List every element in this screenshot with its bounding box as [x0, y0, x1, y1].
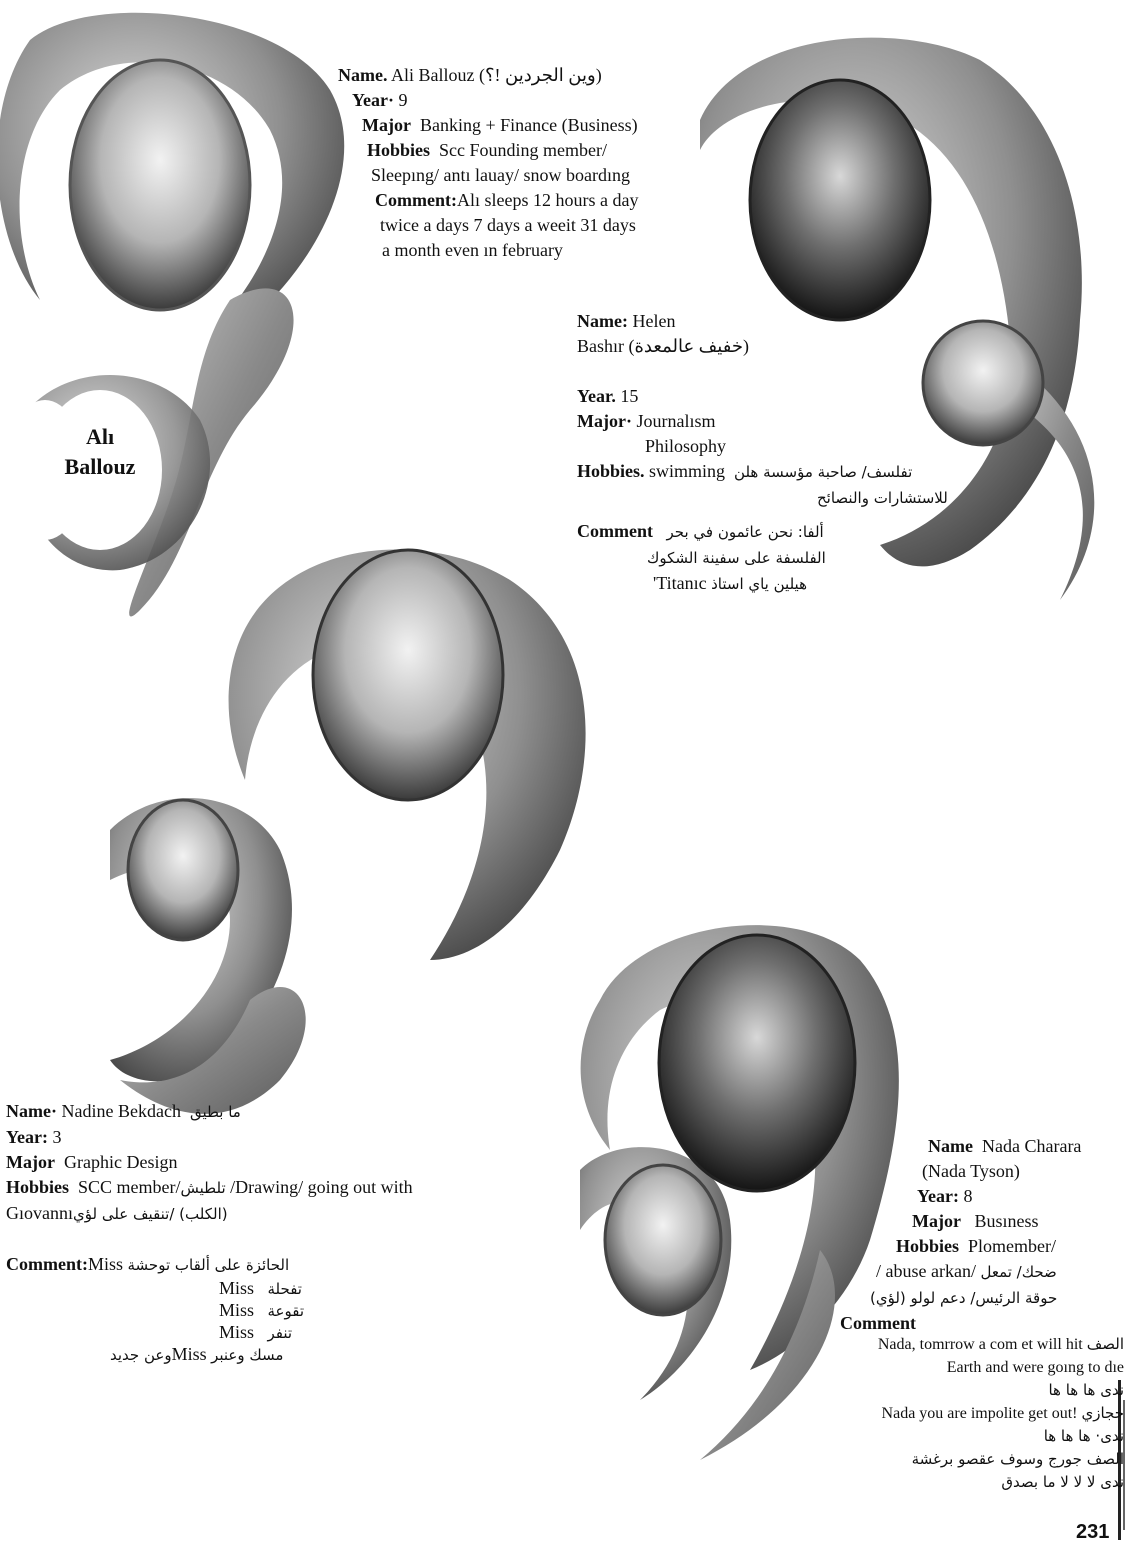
nadine-profile — [6, 1099, 413, 1366]
nadine-comment-miss-3: Miss — [219, 1300, 255, 1320]
nada-comment-arabic-1: الصف — [1086, 1335, 1124, 1353]
nada-hobbies-row3 — [826, 1285, 1126, 1311]
nadine-comment-arabic-2: تفحلة — [267, 1280, 302, 1298]
ali-label-last: Ballouz — [64, 454, 136, 479]
nadine-hobbies-row — [6, 1175, 413, 1201]
helen-year-row — [577, 384, 948, 409]
ali-hobbies-line2: Sleepıng/ antı lauay/ snow boardıng — [371, 165, 630, 185]
helen-comment-row3 — [577, 571, 948, 597]
nada-comment-row3 — [826, 1379, 1124, 1402]
nadine-comment-miss-1: Miss — [87, 1254, 123, 1274]
helen-major-row — [577, 409, 948, 434]
helen-profile — [577, 309, 948, 597]
nadine-name-arabic: ما بطيق — [189, 1103, 241, 1121]
ali-major-value: Banking + Finance (Business) — [419, 115, 638, 135]
helen-hobbies-value: swimming — [649, 461, 726, 481]
ali-year-value: 9 — [398, 90, 408, 110]
ali-hobbies-row — [338, 138, 638, 163]
helen-name-line1: Helen — [632, 311, 676, 331]
nadine-comment-arabic-5b: مسك وعنبر — [211, 1346, 284, 1364]
helen-comment-arabic-row2 — [577, 545, 948, 571]
helen-hobbies-arabic-2: للاستشارات والنصائح — [817, 489, 948, 507]
nadine-major-value: Graphic Design — [63, 1152, 178, 1172]
nada-comment-arabic-3: ندى ها ها ها — [1048, 1381, 1124, 1399]
helen-name-label: Name: — [577, 311, 628, 331]
nada-comment-arabic-4: حجازي — [1081, 1404, 1124, 1422]
nadine-hobbies-row2 — [6, 1201, 413, 1227]
helen-portrait-photo — [750, 80, 930, 320]
nada-comment-row5 — [826, 1425, 1124, 1448]
nadine-year-label: Year: — [6, 1127, 48, 1147]
nada-comment-arabic-6: الصف جورج وسوف عقصو برغشة — [911, 1450, 1124, 1468]
nadine-comment-row4 — [6, 1322, 413, 1344]
nada-year-label: Year: — [917, 1186, 959, 1206]
ali-portrait-photo — [70, 60, 250, 310]
nada-hobbies-arabic-2: حوقة الرئيس/ دعم لولو (لؤي) — [870, 1289, 1058, 1307]
nadine-hobbies-b: /Drawing/ going out with — [230, 1177, 413, 1197]
nada-comment-row2: Earth and were goıng to dıe — [946, 1359, 1124, 1376]
helen-hobbies-arabic-1: تفلسف/ صاحبة مؤسسة هلن — [734, 463, 913, 481]
nadine-portrait-photo — [313, 550, 503, 800]
helen-name-row — [577, 309, 948, 334]
nada-hobbies-row — [826, 1234, 1126, 1259]
nada-comment-label-text: Comment — [840, 1313, 916, 1333]
helen-major-line2: Philosophy — [645, 436, 727, 456]
nadine-comment-row5 — [6, 1344, 413, 1366]
nadine-comment-miss-4: Miss — [219, 1322, 255, 1342]
helen-hobbies-row — [577, 459, 948, 485]
nadine-hobbies-arabic-2: (الكلب) /تنقيف على لؤي — [73, 1205, 228, 1223]
ali-name-row — [338, 63, 638, 88]
ali-major-row — [338, 113, 638, 138]
ali-year-row — [338, 88, 638, 113]
nadine-major-label: Major — [6, 1152, 55, 1172]
helen-comment-arabic-1: ألفا: نحن عائمون في بحر — [666, 523, 824, 541]
nada-name-value: Nada Charara — [981, 1136, 1082, 1156]
nada-comment-arabic-7: ندى لا لا لا ما بصدق — [1001, 1473, 1124, 1491]
nada-major-label: Major — [912, 1211, 961, 1231]
ali-photo-label — [48, 422, 152, 482]
nada-profile — [826, 1134, 1126, 1336]
nadine-name-row — [6, 1099, 413, 1125]
helen-major-label: Major· — [577, 411, 632, 431]
nadine-baby-photo — [128, 800, 238, 940]
nada-name-label: Name — [928, 1136, 973, 1156]
nadine-comment-miss-2: Miss — [219, 1278, 255, 1298]
nadine-hobbies-giovanni: Gıovannı — [6, 1203, 73, 1223]
helen-comment-row — [577, 519, 948, 545]
nada-year-row — [826, 1184, 1126, 1209]
nada-major-value: Busıness — [974, 1211, 1039, 1231]
nada-hobbies-row2 — [826, 1259, 1126, 1285]
helen-comment-arabic-2: الفلسفة على سفينة الشكوك — [647, 549, 826, 567]
ali-hobbies-label: Hobbies — [367, 140, 431, 160]
nada-major-row — [826, 1209, 1126, 1234]
nadine-comment-arabic-3: تقوعة — [267, 1302, 305, 1320]
helen-major-line1: Journalısm — [636, 411, 716, 431]
nada-comment-row4 — [826, 1402, 1124, 1425]
nadine-hobbies-arabic: تلطيش — [180, 1179, 226, 1197]
nadine-year-value: 3 — [52, 1127, 62, 1147]
ali-comment-line1: Alı sleeps 12 hours a day — [456, 190, 639, 210]
nadine-comment-row2 — [6, 1278, 413, 1300]
nadine-hobbies-a: SCC member/ — [78, 1177, 181, 1197]
nadine-comment-miss-5: Miss — [171, 1344, 207, 1364]
helen-year-label: Year. — [577, 386, 616, 406]
ali-name-value: Ali Ballouz (وين الجردين !؟) — [391, 65, 602, 85]
nada-comment-arabic-5: ندى· ها ها ها — [1043, 1427, 1124, 1445]
nada-hobbies-line2: / abuse arkan/ — [876, 1261, 976, 1281]
helen-hobbies-arabic-row — [577, 485, 948, 511]
helen-name-line2: Bashır (خفيف عالمعدة) — [577, 336, 749, 356]
nada-baby-photo — [605, 1165, 721, 1315]
nada-hobbies-label: Hobbies — [896, 1236, 960, 1256]
helen-comment-titanic: 'Titanıc — [653, 573, 707, 593]
ali-comment-row — [338, 188, 638, 213]
nada-comment-row7 — [826, 1471, 1124, 1494]
ali-comment-line3: a month even ın february — [382, 240, 563, 260]
nadine-comment-arabic-4: تنفر — [267, 1324, 293, 1342]
ali-name-label: Name. — [338, 65, 388, 85]
nada-name-row — [826, 1134, 1126, 1159]
ali-comment-line2: twice a days 7 days a weeit 31 days — [380, 215, 636, 235]
nada-comment-en-1: Nada, tomrrow a com et will hit — [877, 1336, 1083, 1353]
ali-comment-label: Comment: — [375, 190, 457, 210]
nadine-comment-arabic-5a: وعن جديد — [110, 1346, 172, 1364]
ali-major-label: Major — [362, 115, 411, 135]
helen-comment-label: Comment — [577, 521, 653, 541]
ali-profile — [338, 63, 638, 263]
nada-comment-row6 — [826, 1448, 1124, 1471]
helen-year-value: 15 — [620, 386, 639, 406]
page-number: 231 — [1076, 1521, 1110, 1543]
ali-hobbies-line1: Scc Founding member/ — [439, 140, 608, 160]
ali-year-label: Year· — [352, 90, 394, 110]
nadine-hobbies-label: Hobbies — [6, 1177, 70, 1197]
nada-comment-en-4: Nada you are impolite get out! — [881, 1405, 1078, 1422]
nadine-name-value: Nadine Bekdach — [61, 1101, 181, 1121]
nada-comment-row1 — [826, 1333, 1124, 1356]
nadine-comment-arabic-1: الحائزة على ألقاب توحشة — [127, 1256, 290, 1274]
nadine-comment-row — [6, 1252, 413, 1278]
helen-comment-arabic-3: هيلين ياي استاذ — [711, 575, 807, 593]
nada-year-value: 8 — [963, 1186, 973, 1206]
ali-label-first: Alı — [85, 424, 115, 449]
nada-comment-block — [826, 1333, 1124, 1494]
nadine-name-label: Name· — [6, 1101, 57, 1121]
nada-hobbies-arabic-1: ضحك/ تمعل — [980, 1263, 1057, 1281]
nadine-major-row — [6, 1150, 413, 1175]
nadine-year-row — [6, 1125, 413, 1150]
nada-hobbies-line1: Plomember/ — [968, 1236, 1057, 1256]
helen-hobbies-label: Hobbies. — [577, 461, 645, 481]
nadine-comment-row3 — [6, 1300, 413, 1322]
nada-name-line2: (Nada Tyson) — [922, 1161, 1020, 1181]
nadine-comment-label: Comment: — [6, 1254, 88, 1274]
